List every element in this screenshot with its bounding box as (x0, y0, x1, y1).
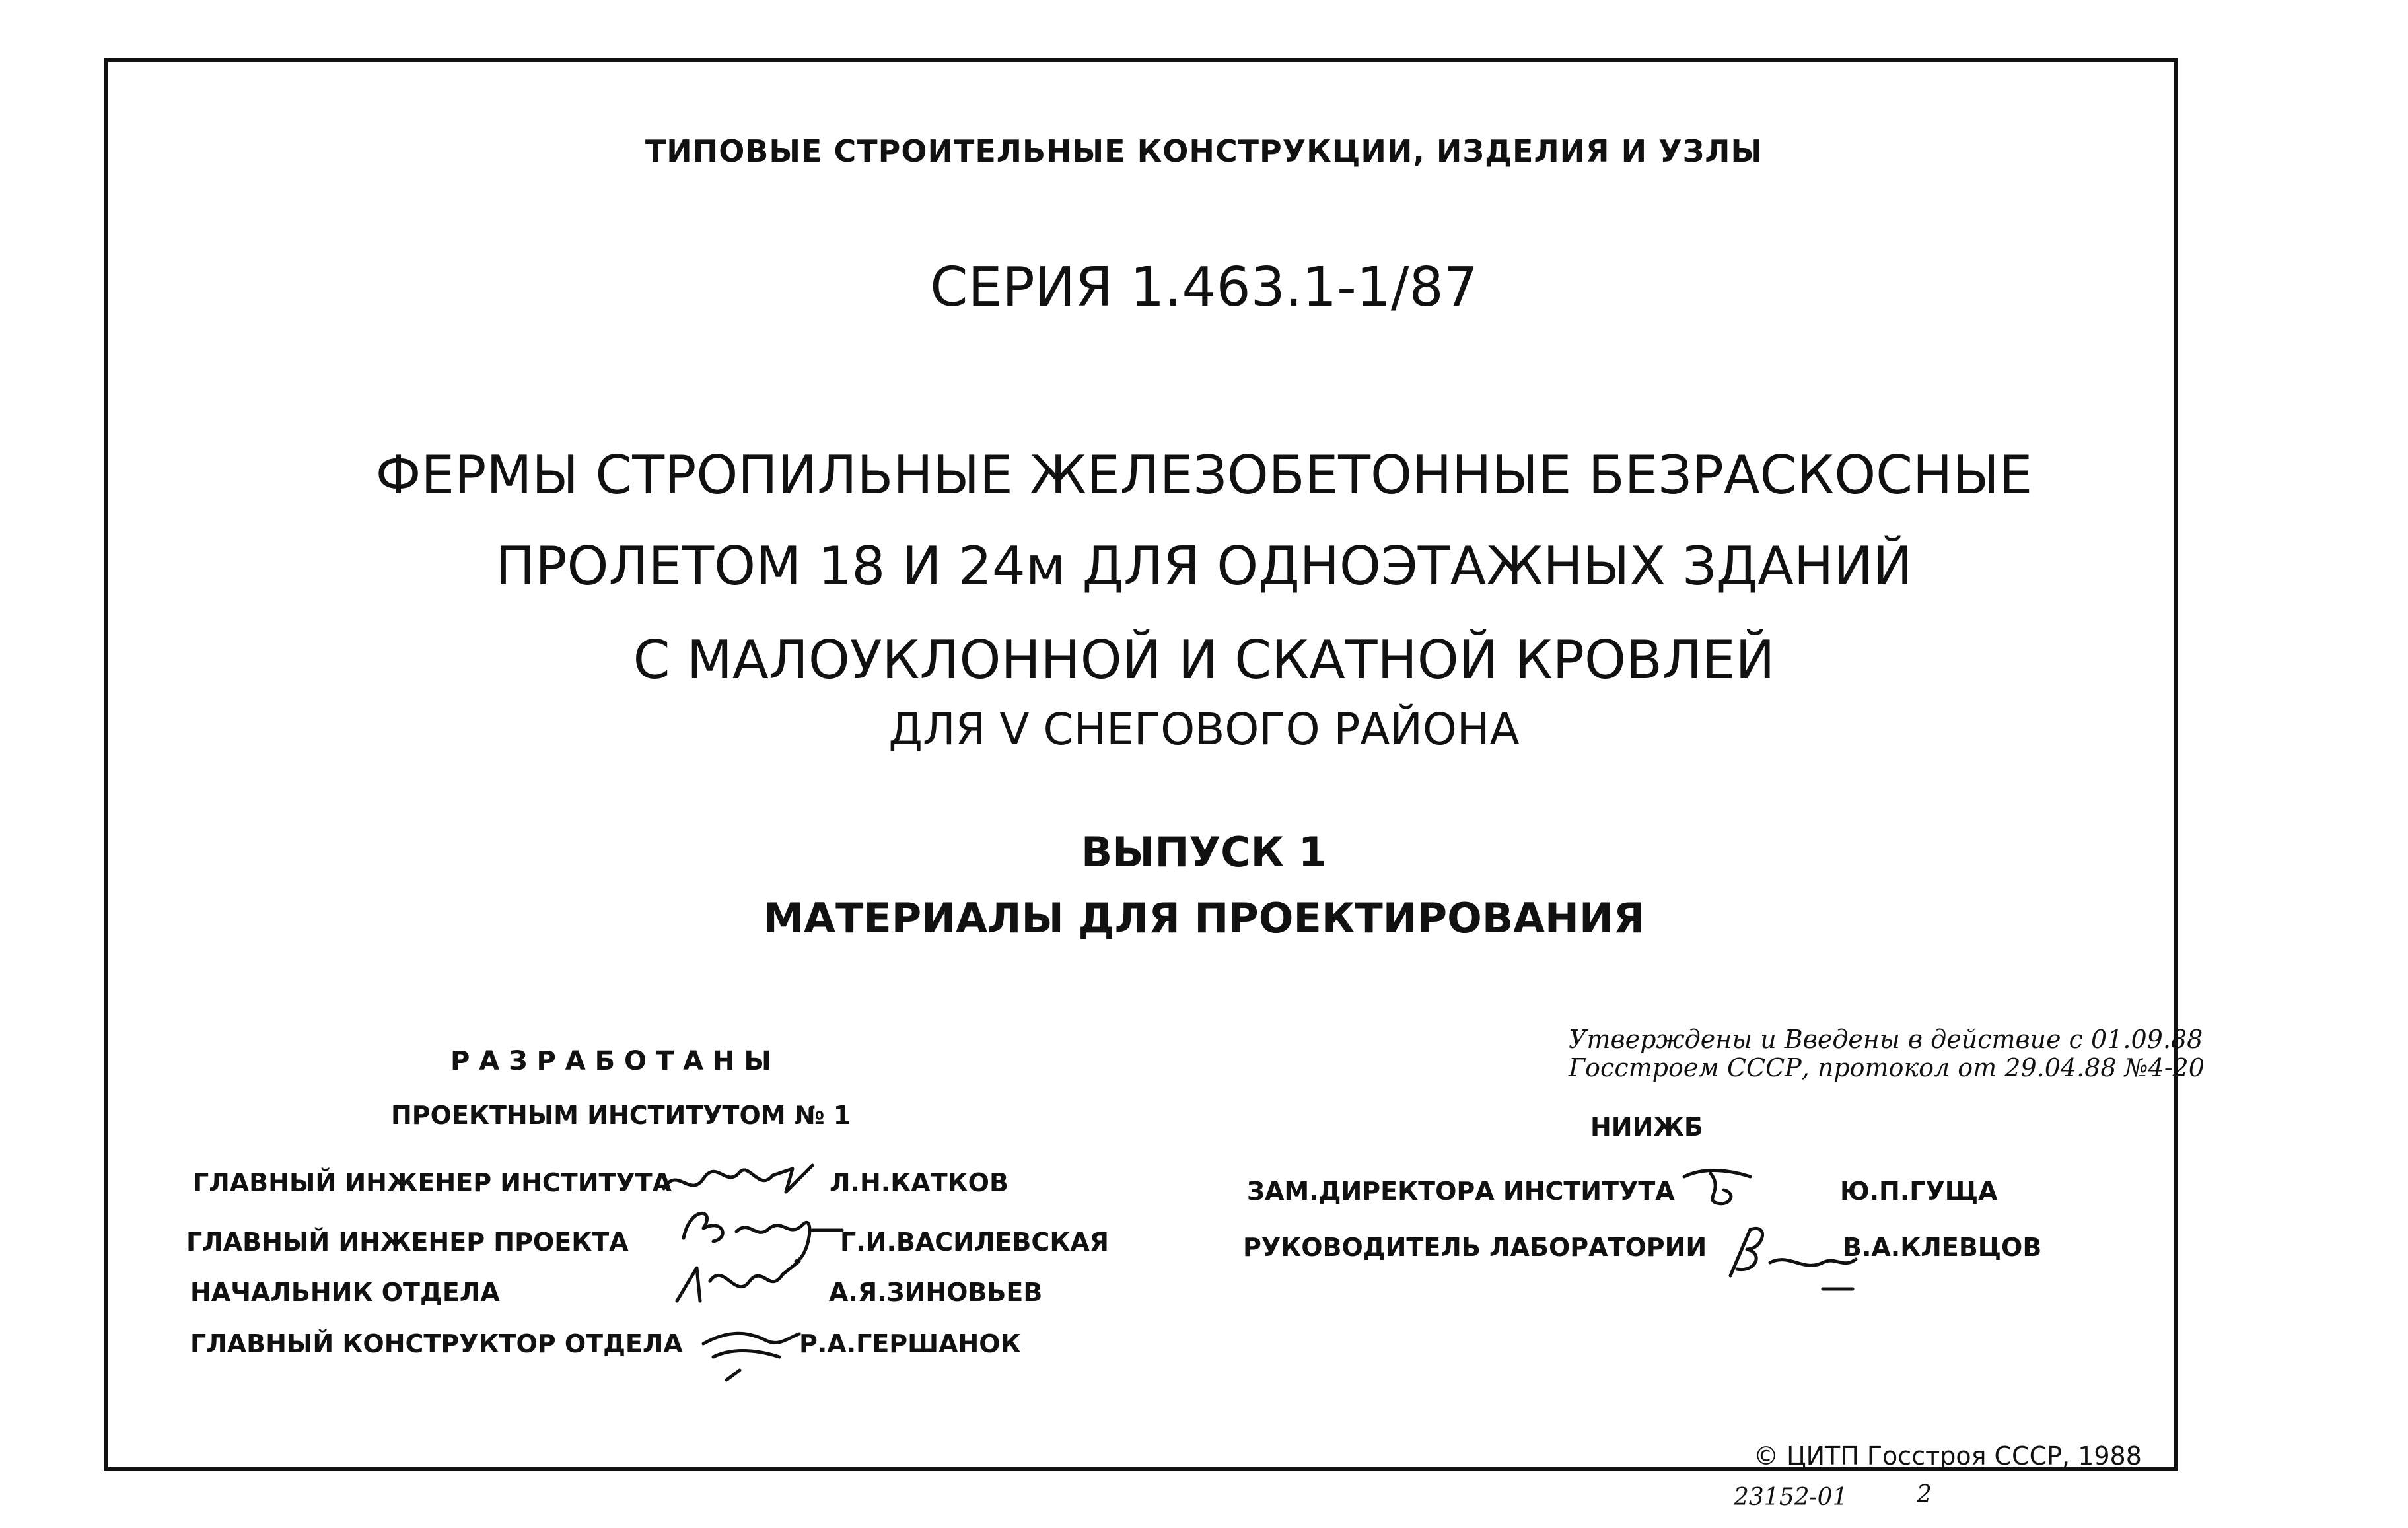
signature-katkov (660, 1152, 832, 1205)
staff-name-vasilevskaya: Г.И.ВАСИЛЕВСКАЯ (840, 1228, 1110, 1257)
staff-name-klevtsov: В.А.КЛЕВЦОВ (1843, 1233, 2042, 1262)
signature-gushcha (1678, 1163, 1763, 1216)
title-line-3: С МАЛОУКЛОННОЙ И СКАТНОЙ КРОВЛЕЙ (633, 629, 1775, 691)
category-heading: ТИПОВЫЕ СТРОИТЕЛЬНЫЕ КОНСТРУКЦИИ, ИЗДЕЛИЯ И УЗЛЫ (645, 133, 1763, 169)
staff-role-chief-engineer-institute: ГЛАВНЫЙ ИНЖЕНЕР ИНСТИТУТА (193, 1168, 672, 1197)
issue-name: МАТЕРИАЛЫ ДЛЯ ПРОЕКТИРОВАНИЯ (763, 894, 1645, 942)
approval-line-2: Госстроем СССР, протокол от 29.04.88 №4-20 (1569, 1053, 2205, 1082)
staff-role-lab-head: РУКОВОДИТЕЛЬ ЛАБОРАТОРИИ (1243, 1233, 1707, 1262)
staff-name-katkov: Л.Н.КАТКОВ (830, 1168, 1009, 1197)
copyright-notice: © ЦИТП Госстроя СССР, 1988 (1753, 1441, 2142, 1471)
staff-name-gushcha: Ю.П.ГУЩА (1840, 1177, 1998, 1206)
page-number: 2 (1917, 1481, 1932, 1508)
document-code: 23152-01 (1734, 1484, 1848, 1511)
staff-role-chief-designer: ГЛАВНЫЙ КОНСТРУКТОР ОТДЕЛА (190, 1329, 683, 1358)
approval-line-1: Утверждены и Введены в действие с 01.09.88 (1569, 1025, 2203, 1054)
title-line-4: ДЛЯ V СНЕГОВОГО РАЙОНА (888, 704, 1520, 755)
developed-heading: Р А З Р А Б О Т А Н Ы (450, 1046, 771, 1076)
staff-name-gershanok: Р.А.ГЕРШАНОК (799, 1329, 1021, 1358)
series-number: СЕРИЯ 1.463.1-1/87 (930, 256, 1478, 319)
developer-organization: ПРОЕКТНЫМ ИНСТИТУТОМ № 1 (391, 1101, 851, 1130)
signature-gershanok (700, 1311, 806, 1383)
niizhb-organization: НИИЖБ (1590, 1113, 1703, 1142)
issue-number: ВЫПУСК 1 (1080, 828, 1328, 876)
staff-name-zinoviev: А.Я.ЗИНОВЬЕВ (829, 1278, 1043, 1307)
title-line-2: ПРОЛЕТОМ 18 И 24м ДЛЯ ОДНОЭТАЖНЫХ ЗДАНИЙ (495, 536, 1913, 597)
staff-role-chief-engineer-project: ГЛАВНЫЙ ИНЖЕНЕР ПРОЕКТА (186, 1228, 629, 1257)
staff-role-deputy-director: ЗАМ.ДИРЕКТОРА ИНСТИТУТА (1247, 1177, 1675, 1206)
staff-role-head-of-department: НАЧАЛЬНИК ОТДЕЛА (190, 1278, 500, 1307)
signature-klevtsov (1717, 1216, 1876, 1296)
title-line-1: ФЕРМЫ СТРОПИЛЬНЫЕ ЖЕЛЕЗОБЕТОННЫЕ БЕЗРАСКОСНЫЕ (375, 444, 2033, 506)
